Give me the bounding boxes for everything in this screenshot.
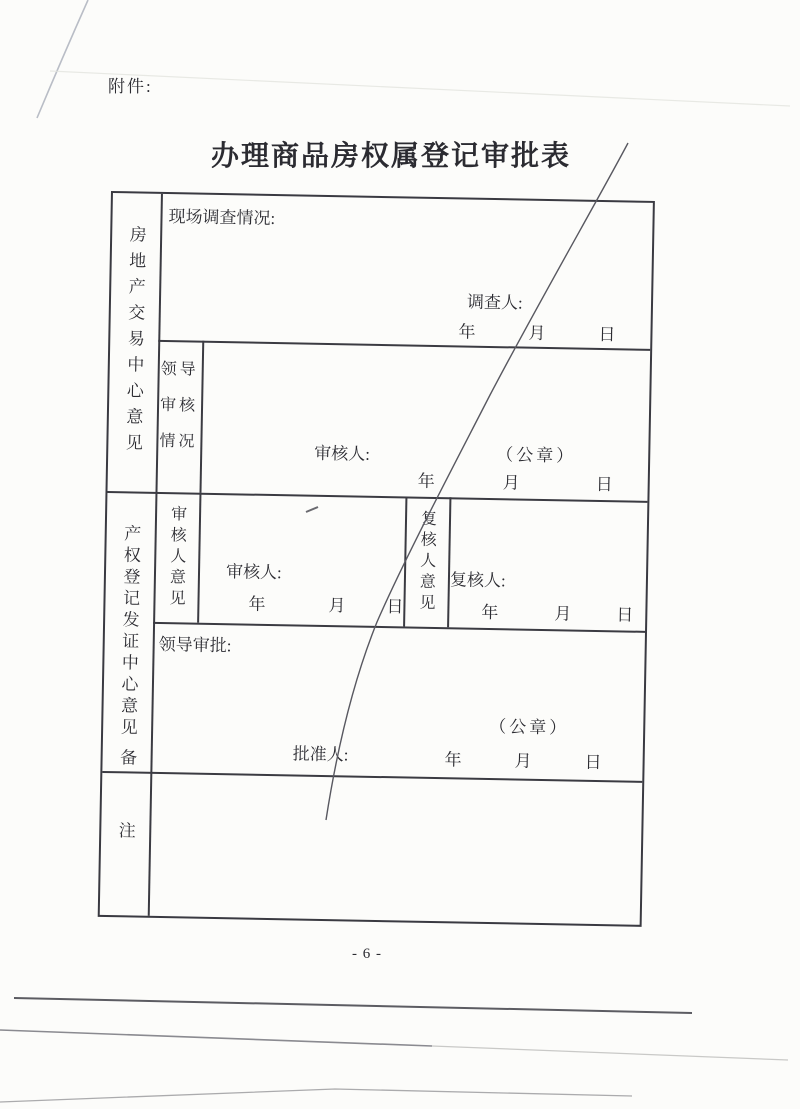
month-label: 月 bbox=[554, 604, 572, 624]
page-edge-line bbox=[0, 1030, 432, 1046]
approver-label: 批准人: bbox=[292, 744, 349, 765]
rechecker-opinion-subheader-cell bbox=[403, 496, 449, 627]
day-label: 日 bbox=[595, 474, 613, 495]
seal-label: （公章） bbox=[489, 717, 570, 738]
table-line bbox=[102, 771, 642, 783]
page-edge-line bbox=[432, 1046, 788, 1060]
day-label: 日 bbox=[584, 752, 602, 773]
document-title: 办理商品房权属登记审批表 bbox=[211, 141, 572, 172]
reviewer-opinion-subheader: 审核人意见 bbox=[166, 504, 186, 610]
month-label: 月 bbox=[514, 751, 532, 771]
day-label: 日 bbox=[598, 324, 616, 345]
month-label: 月 bbox=[502, 473, 520, 493]
date-line bbox=[481, 598, 633, 626]
investigator-label: 调查人: bbox=[466, 292, 523, 313]
page-number: - 6 - bbox=[352, 946, 382, 962]
crease-line bbox=[37, 0, 88, 118]
rechecker-label: 复核人: bbox=[449, 570, 506, 591]
remarks-header: 备注 bbox=[114, 748, 137, 895]
year-label: 年 bbox=[481, 602, 499, 623]
reviewer-label: 审核人: bbox=[225, 562, 282, 583]
section-a-header: 房地产交易中心意见 bbox=[122, 225, 146, 460]
attachment-label: 附件: bbox=[108, 77, 153, 96]
year-label: 年 bbox=[458, 322, 476, 342]
section-a-header-cell bbox=[108, 193, 161, 492]
day-label: 日 bbox=[616, 605, 634, 625]
month-label: 月 bbox=[528, 323, 546, 343]
reviewer-opinion-subheader-cell bbox=[153, 492, 199, 623]
approval-table bbox=[98, 191, 655, 927]
section-b-header: 产权登记发证中心意见 bbox=[117, 523, 141, 740]
year-label: 年 bbox=[417, 471, 435, 491]
page-edge-line bbox=[0, 1089, 632, 1102]
day-label: 日 bbox=[386, 597, 404, 617]
date-line bbox=[444, 745, 601, 773]
faint-edge-line bbox=[50, 71, 790, 106]
month-label: 月 bbox=[328, 596, 346, 616]
reviewer-label: 审核人: bbox=[314, 443, 371, 464]
date-line bbox=[418, 467, 613, 496]
site-investigation-label: 现场调查情况: bbox=[168, 207, 276, 229]
rechecker-opinion-subheader: 复核人意见 bbox=[416, 509, 436, 615]
leader-review-subheader: 领导审核情况 bbox=[159, 360, 199, 451]
remarks-header-cell bbox=[100, 748, 151, 916]
leader-approval-label: 领导审批: bbox=[158, 634, 232, 656]
date-line bbox=[248, 590, 403, 618]
section-b-header-cell bbox=[102, 491, 155, 772]
year-label: 年 bbox=[248, 594, 266, 614]
page-edge-line bbox=[14, 998, 692, 1013]
year-label: 年 bbox=[444, 750, 462, 770]
date-line bbox=[458, 317, 615, 345]
seal-label: （公章） bbox=[496, 445, 577, 466]
